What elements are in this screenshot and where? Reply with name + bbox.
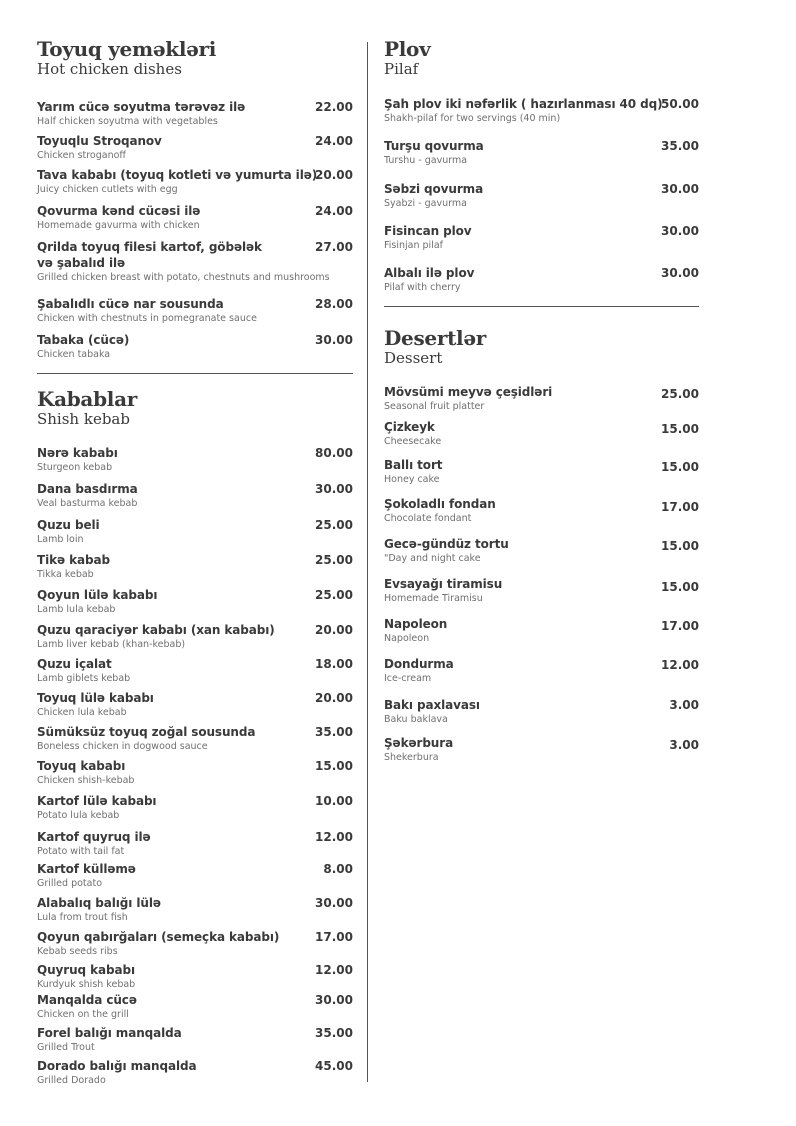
item-name: Toyuq lülə kababı [37, 691, 154, 705]
section-title: Desertlər [384, 326, 486, 350]
item-price: 27.00 [315, 240, 353, 254]
item-name: Tabaka (cücə) [37, 333, 130, 347]
item-name: Alabalıq balığı lülə [37, 896, 161, 910]
menu-item [384, 181, 699, 210]
menu-item [37, 758, 353, 787]
item-name: Nərə kababı [37, 446, 118, 460]
item-name: Forel balığı manqalda [37, 1026, 182, 1040]
item-name: Evsayağı tiramisu [384, 577, 503, 591]
item-name: Ballı tort [384, 458, 443, 472]
menu-item [384, 697, 699, 726]
item-name: Quzu beli [37, 518, 100, 532]
menu-item [37, 445, 353, 474]
item-price: 25.00 [661, 387, 699, 401]
item-name: Sümüksüz toyuq zoğal sousunda [37, 725, 256, 739]
item-description: Lamb loin [37, 534, 84, 545]
item-description: Potato lula kebab [37, 810, 120, 821]
item-price: 45.00 [315, 1059, 353, 1073]
item-description: Sturgeon kebab [37, 462, 113, 473]
item-name: Manqalda cücə [37, 993, 137, 1007]
item-description: Cheesecake [384, 436, 442, 447]
item-description: Chicken with chestnuts in pomegranate sauce [37, 313, 257, 324]
item-description: Lula from trout fish [37, 912, 128, 923]
item-description: Kebab seeds ribs [37, 946, 118, 957]
menu-item [37, 1058, 353, 1087]
item-name: Quyruq kababı [37, 963, 135, 977]
column-divider [367, 42, 368, 1082]
item-description: Lamb lula kebab [37, 604, 116, 615]
item-description: Chicken stroganoff [37, 150, 126, 161]
item-name: Qoyun lülə kababı [37, 588, 158, 602]
item-description: Boneless chicken in dogwood sauce [37, 741, 208, 752]
item-price: 15.00 [661, 460, 699, 474]
item-name: Albalı ilə plov [384, 266, 475, 280]
menu-item [37, 239, 353, 284]
item-price: 20.00 [315, 168, 353, 182]
menu-item [37, 296, 353, 325]
item-name: Turşu qovurma [384, 139, 484, 153]
item-description: Turshu - gavurma [384, 155, 468, 166]
item-description: "Day and night cake [384, 553, 481, 564]
item-description: Shekerbura [384, 752, 439, 763]
item-price: 20.00 [315, 691, 353, 705]
item-price: 30.00 [315, 993, 353, 1007]
item-name: Gecə-gündüz tortu [384, 537, 509, 551]
item-price: 17.00 [661, 619, 699, 633]
item-name: Çizkeyk [384, 420, 435, 434]
item-description: Half chicken soyutma with vegetables [37, 116, 218, 127]
item-price: 35.00 [315, 725, 353, 739]
item-price: 3.00 [669, 698, 699, 712]
menu-item [384, 138, 699, 167]
menu-item [37, 587, 353, 616]
item-price: 20.00 [315, 623, 353, 637]
menu-item [384, 536, 699, 565]
item-description: Syabzi - gavurma [384, 198, 467, 209]
menu-item [37, 133, 353, 162]
item-name: Bakı paxlavası [384, 698, 480, 712]
item-description: Grilled Dorado [37, 1075, 106, 1086]
item-name: Kartof külləmə [37, 862, 136, 876]
menu-item [384, 457, 699, 486]
section-title: Toyuq yeməkləri [37, 37, 217, 61]
item-price: 3.00 [669, 738, 699, 752]
item-price: 8.00 [323, 862, 353, 876]
item-description: Shakh-pilaf for two servings (40 min) [384, 113, 561, 124]
menu-item [37, 724, 353, 753]
item-description: Seasonal fruit platter [384, 401, 485, 412]
item-description: Grilled potato [37, 878, 103, 889]
item-description: Grilled chicken breast with potato, chestnuts and mushrooms [37, 272, 330, 283]
item-name: Qoyun qabırğaları (semeçka kababı) [37, 930, 280, 944]
item-price: 15.00 [661, 580, 699, 594]
menu-item [37, 622, 353, 651]
item-description: Chocolate fondant [384, 513, 472, 524]
menu-item [37, 167, 353, 196]
item-price: 25.00 [315, 588, 353, 602]
section-subtitle: Shish kebab [37, 410, 130, 428]
menu-item [384, 496, 699, 525]
item-description: Chicken on the grill [37, 1009, 129, 1020]
item-name: Quzu qaraciyər kababı (xan kababı) [37, 623, 275, 637]
menu-item [37, 829, 353, 858]
item-description: Grilled Trout [37, 1042, 95, 1053]
menu-item [37, 1025, 353, 1054]
item-name: Fisincan plov [384, 224, 472, 238]
item-description: Fisinjan pilaf [384, 240, 443, 251]
item-name: Kartof lülə kababı [37, 794, 157, 808]
item-name: Şah plov iki nəfərlik ( hazırlanması 40 dq) [384, 97, 663, 111]
item-name: Şəkərbura [384, 736, 454, 750]
menu-item [37, 203, 353, 232]
item-price: 30.00 [315, 482, 353, 496]
section-divider [37, 373, 353, 374]
menu-item [37, 552, 353, 581]
menu-item [384, 656, 699, 685]
item-description: Chicken tabaka [37, 349, 111, 360]
menu-item [384, 96, 699, 125]
item-description: Juicy chicken cutlets with egg [37, 184, 178, 195]
menu-item [384, 265, 699, 294]
item-price: 35.00 [661, 139, 699, 153]
item-description: Ice-cream [384, 673, 432, 684]
kebab-section [37, 388, 353, 428]
menu-item [37, 481, 353, 510]
item-name: Səbzi qovurma [384, 182, 484, 196]
section-title: Plov [384, 37, 431, 61]
item-price: 25.00 [315, 518, 353, 532]
item-name: Şokoladlı fondan [384, 497, 496, 511]
item-price: 24.00 [315, 204, 353, 218]
section-subtitle: Dessert [384, 349, 443, 367]
menu-item [37, 861, 353, 890]
item-description: Chicken shish-kebab [37, 775, 135, 786]
item-name: Tava kababı (toyuq kotleti və yumurta ilə) [37, 168, 318, 182]
item-name: Mövsümi meyvə çeşidləri [384, 385, 553, 399]
item-name: Quzu içalat [37, 657, 112, 671]
item-description: Tikka kebab [37, 569, 94, 580]
item-name: Toyuq kababı [37, 759, 126, 773]
item-name: Napoleon [384, 617, 448, 631]
dessert-section [384, 327, 699, 367]
item-description: Potato with tail fat [37, 846, 125, 857]
item-price: 30.00 [315, 896, 353, 910]
item-description: Baku baklava [384, 714, 448, 725]
item-price: 17.00 [661, 500, 699, 514]
item-price: 12.00 [315, 963, 353, 977]
item-name: Tikə kabab [37, 553, 110, 567]
item-price: 17.00 [315, 930, 353, 944]
menu-item [37, 690, 353, 719]
item-name: Dorado balığı manqalda [37, 1059, 197, 1073]
item-price: 10.00 [315, 794, 353, 808]
item-description: Pilaf with cherry [384, 282, 461, 293]
item-name: Qrilda toyuq filesi kartof, göbələk və şabalıd ilə [37, 240, 262, 270]
section-subtitle: Pilaf [384, 60, 419, 78]
menu-item [37, 517, 353, 546]
item-description: Honey cake [384, 474, 440, 485]
menu-item [37, 962, 353, 991]
plov-section [384, 38, 699, 78]
item-price: 24.00 [315, 134, 353, 148]
menu-item [384, 223, 699, 252]
item-description: Homemade gavurma with chicken [37, 220, 200, 231]
menu-item [37, 895, 353, 924]
item-price: 30.00 [661, 266, 699, 280]
item-price: 30.00 [661, 224, 699, 238]
item-price: 12.00 [315, 830, 353, 844]
item-description: Chicken lula kebab [37, 707, 127, 718]
item-price: 30.00 [315, 333, 353, 347]
item-name: Dana basdırma [37, 482, 138, 496]
menu-item [37, 656, 353, 685]
item-name: Dondurma [384, 657, 454, 671]
item-name: Şabalıdlı cücə nar sousunda [37, 297, 224, 311]
item-price: 22.00 [315, 100, 353, 114]
menu-item [384, 735, 699, 764]
item-price: 35.00 [315, 1026, 353, 1040]
menu-item [384, 576, 699, 605]
item-name: Yarım cücə soyutma tərəvəz ilə [37, 100, 246, 114]
section-divider [384, 306, 699, 307]
item-price: 30.00 [661, 182, 699, 196]
item-description: Veal basturma kebab [37, 498, 138, 509]
item-price: 15.00 [661, 422, 699, 436]
item-price: 12.00 [661, 658, 699, 672]
item-description: Kurdyuk shish kebab [37, 979, 136, 990]
menu-item [37, 332, 353, 361]
item-description: Lamb liver kebab (khan-kebab) [37, 639, 186, 650]
menu-item [37, 929, 353, 958]
item-description: Napoleon [384, 633, 430, 644]
item-price: 50.00 [661, 97, 699, 111]
menu-item [37, 99, 353, 128]
menu-item [384, 384, 699, 413]
item-name: Toyuqlu Stroqanov [37, 134, 162, 148]
item-price: 15.00 [661, 539, 699, 553]
item-description: Homemade Tiramisu [384, 593, 483, 604]
item-price: 80.00 [315, 446, 353, 460]
section-subtitle: Hot chicken dishes [37, 60, 182, 78]
menu-item [37, 793, 353, 822]
item-price: 25.00 [315, 553, 353, 567]
menu-item [384, 616, 699, 645]
item-price: 15.00 [315, 759, 353, 773]
menu-item [384, 419, 699, 448]
item-name: Qovurma kənd cücəsi ilə [37, 204, 201, 218]
item-name: Kartof quyruq ilə [37, 830, 151, 844]
item-price: 28.00 [315, 297, 353, 311]
item-description: Lamb giblets kebab [37, 673, 131, 684]
menu-item [37, 992, 353, 1021]
section-title: Kabablar [37, 387, 137, 411]
item-price: 18.00 [315, 657, 353, 671]
chicken-section [37, 38, 353, 78]
